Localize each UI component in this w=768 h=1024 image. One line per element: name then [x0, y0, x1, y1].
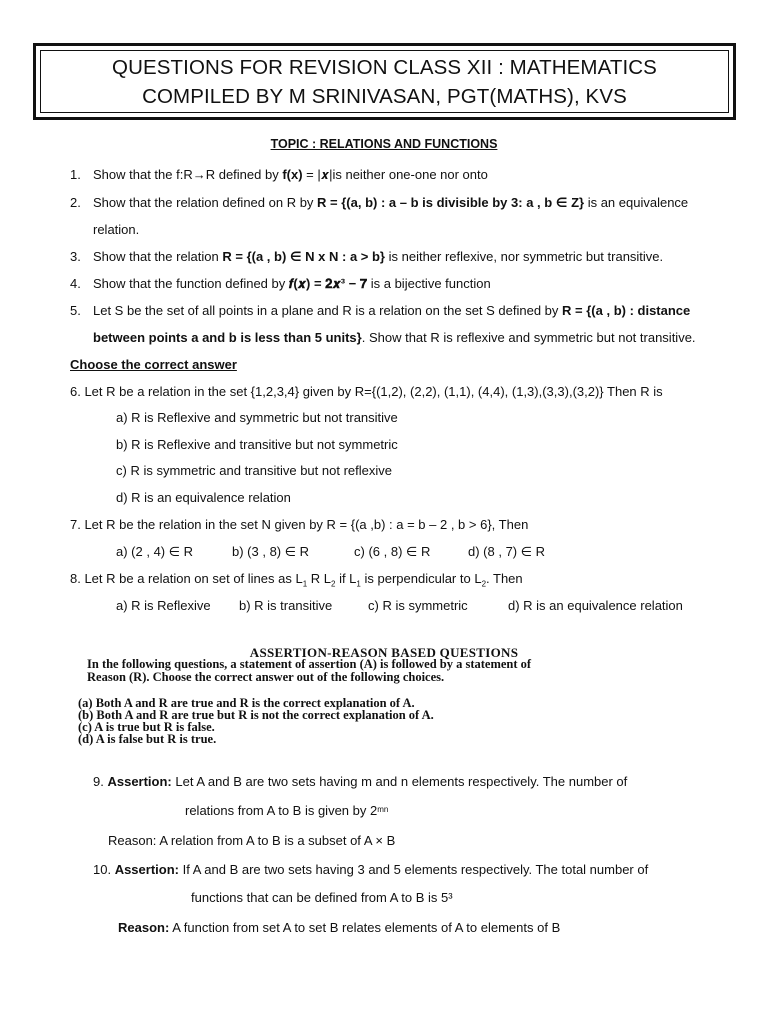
q7-option-a: a) (2 , 4) ∈ R	[116, 544, 194, 559]
ar-intro-line-1: In the following questions, a statement of assertion (A) is followed by a statement of	[87, 657, 532, 671]
q10-reason: Reason: A function from set A to set B relates elements of A to elements of B	[118, 920, 561, 935]
q7-option-b: b) (3 , 8) ∈ R	[232, 544, 310, 559]
q7-option-c: c) (6 , 8) ∈ R	[354, 544, 431, 559]
q6-option-a: a) R is Reflexive and symmetric but not transitive	[116, 410, 398, 425]
q4-text: Show that the function defined by 𝒇(𝒙) = 𝟐𝒙³ − 𝟕 is a bijective function	[93, 276, 491, 291]
title-box-inner	[40, 50, 729, 113]
q8-option-c: c) R is symmetric	[368, 598, 468, 613]
q6-text: 6. Let R be a relation in the set {1,2,3,4} given by R={(1,2), (2,2), (1,1), (4,4), (1,3),(3,3),(3,2)} Then R is	[70, 384, 663, 399]
q9-reason: Reason: A relation from A to B is a subset of A × B	[108, 833, 396, 848]
q6-option-d: d) R is an equivalence relation	[116, 490, 291, 505]
q1-number: 1.	[70, 167, 81, 182]
q10-assertion: 10. Assertion: If A and B are two sets having 3 and 5 elements respectively. The total number of	[93, 862, 649, 877]
q3-text: Show that the relation R = {(a , b) ∈ N x N : a > b} is neither reflexive, nor symmetric but transitive.	[93, 249, 664, 264]
ar-choice-a: (a) Both A and R are true and R is the correct explanation of A.	[78, 696, 415, 710]
q2-text: Show that the relation defined on R by R = {(a, b) : a – b is divisible by 3: a , b ∈ Z} is an equivalence	[93, 195, 689, 210]
ar-choice-d: (d) A is false but R is true.	[78, 732, 217, 746]
q6-option-c: c) R is symmetric and transitive but not reflexive	[116, 463, 392, 478]
q5-text: Let S be the set of all points in a plane and R is a relation on the set S defined by R = {(a , b) : distance	[93, 303, 691, 318]
q7-option-d: d) (8 , 7) ∈ R	[468, 544, 546, 559]
q6-option-b: b) R is Reflexive and transitive but not symmetric	[116, 437, 398, 452]
q2-text-cont: relation.	[93, 222, 140, 237]
ar-choice-c: (c) A is true but R is false.	[78, 720, 215, 734]
title-box	[33, 43, 736, 120]
q8-option-a: a) R is Reflexive	[116, 598, 211, 613]
q8-text: 8. Let R be a relation on set of lines as $L_1$ R $L_2$ if $L_1$ is perpendicular to $L_2$. Then	[70, 571, 523, 589]
q10-assertion-cont: functions that can be defined from A to B is 5³	[191, 890, 453, 905]
q4-number: 4.	[70, 276, 81, 291]
ar-choice-b: (b) Both A and R are true but R is not the correct explanation of A.	[78, 708, 434, 722]
topic-heading: TOPIC : RELATIONS AND FUNCTIONS	[270, 137, 498, 151]
q8-option-b: b) R is transitive	[239, 598, 333, 613]
mcq-heading: Choose the correct answer	[70, 357, 237, 372]
q5-text-cont: between points a and b is less than 5 units}. Show that R is reflexive and symmetric but not transitive.	[93, 330, 696, 345]
ar-intro-line-2: Reason (R). Choose the correct answer out of the following choices.	[87, 670, 445, 684]
q9-assertion-cont: relations from A to B is given by $2^{mn}$	[185, 803, 389, 818]
q7-text: 7. Let R be the relation in the set N given by R = {(a ,b) : a = b – 2 , b > 6}, Then	[70, 517, 529, 532]
title-line-2: COMPILED BY M SRINIVASAN, PGT(MATHS), KVS	[142, 84, 627, 108]
q9-assertion: 9. Assertion: Let A and B are two sets having m and n elements respectively. The number of	[93, 774, 628, 789]
q5-number: 5.	[70, 303, 81, 318]
q3-number: 3.	[70, 249, 81, 264]
q8-option-d: d) R is an equivalence relation	[508, 598, 683, 613]
q2-number: 2.	[70, 195, 81, 210]
title-line-1: QUESTIONS FOR REVISION CLASS XII : MATHEMATICS	[112, 55, 657, 79]
assertion-reason-heading: ASSERTION-REASON BASED QUESTIONS	[249, 645, 519, 660]
q1-text: Show that the f:R→R defined by f(x) = |𝒙|is neither one-one nor onto	[93, 167, 488, 182]
